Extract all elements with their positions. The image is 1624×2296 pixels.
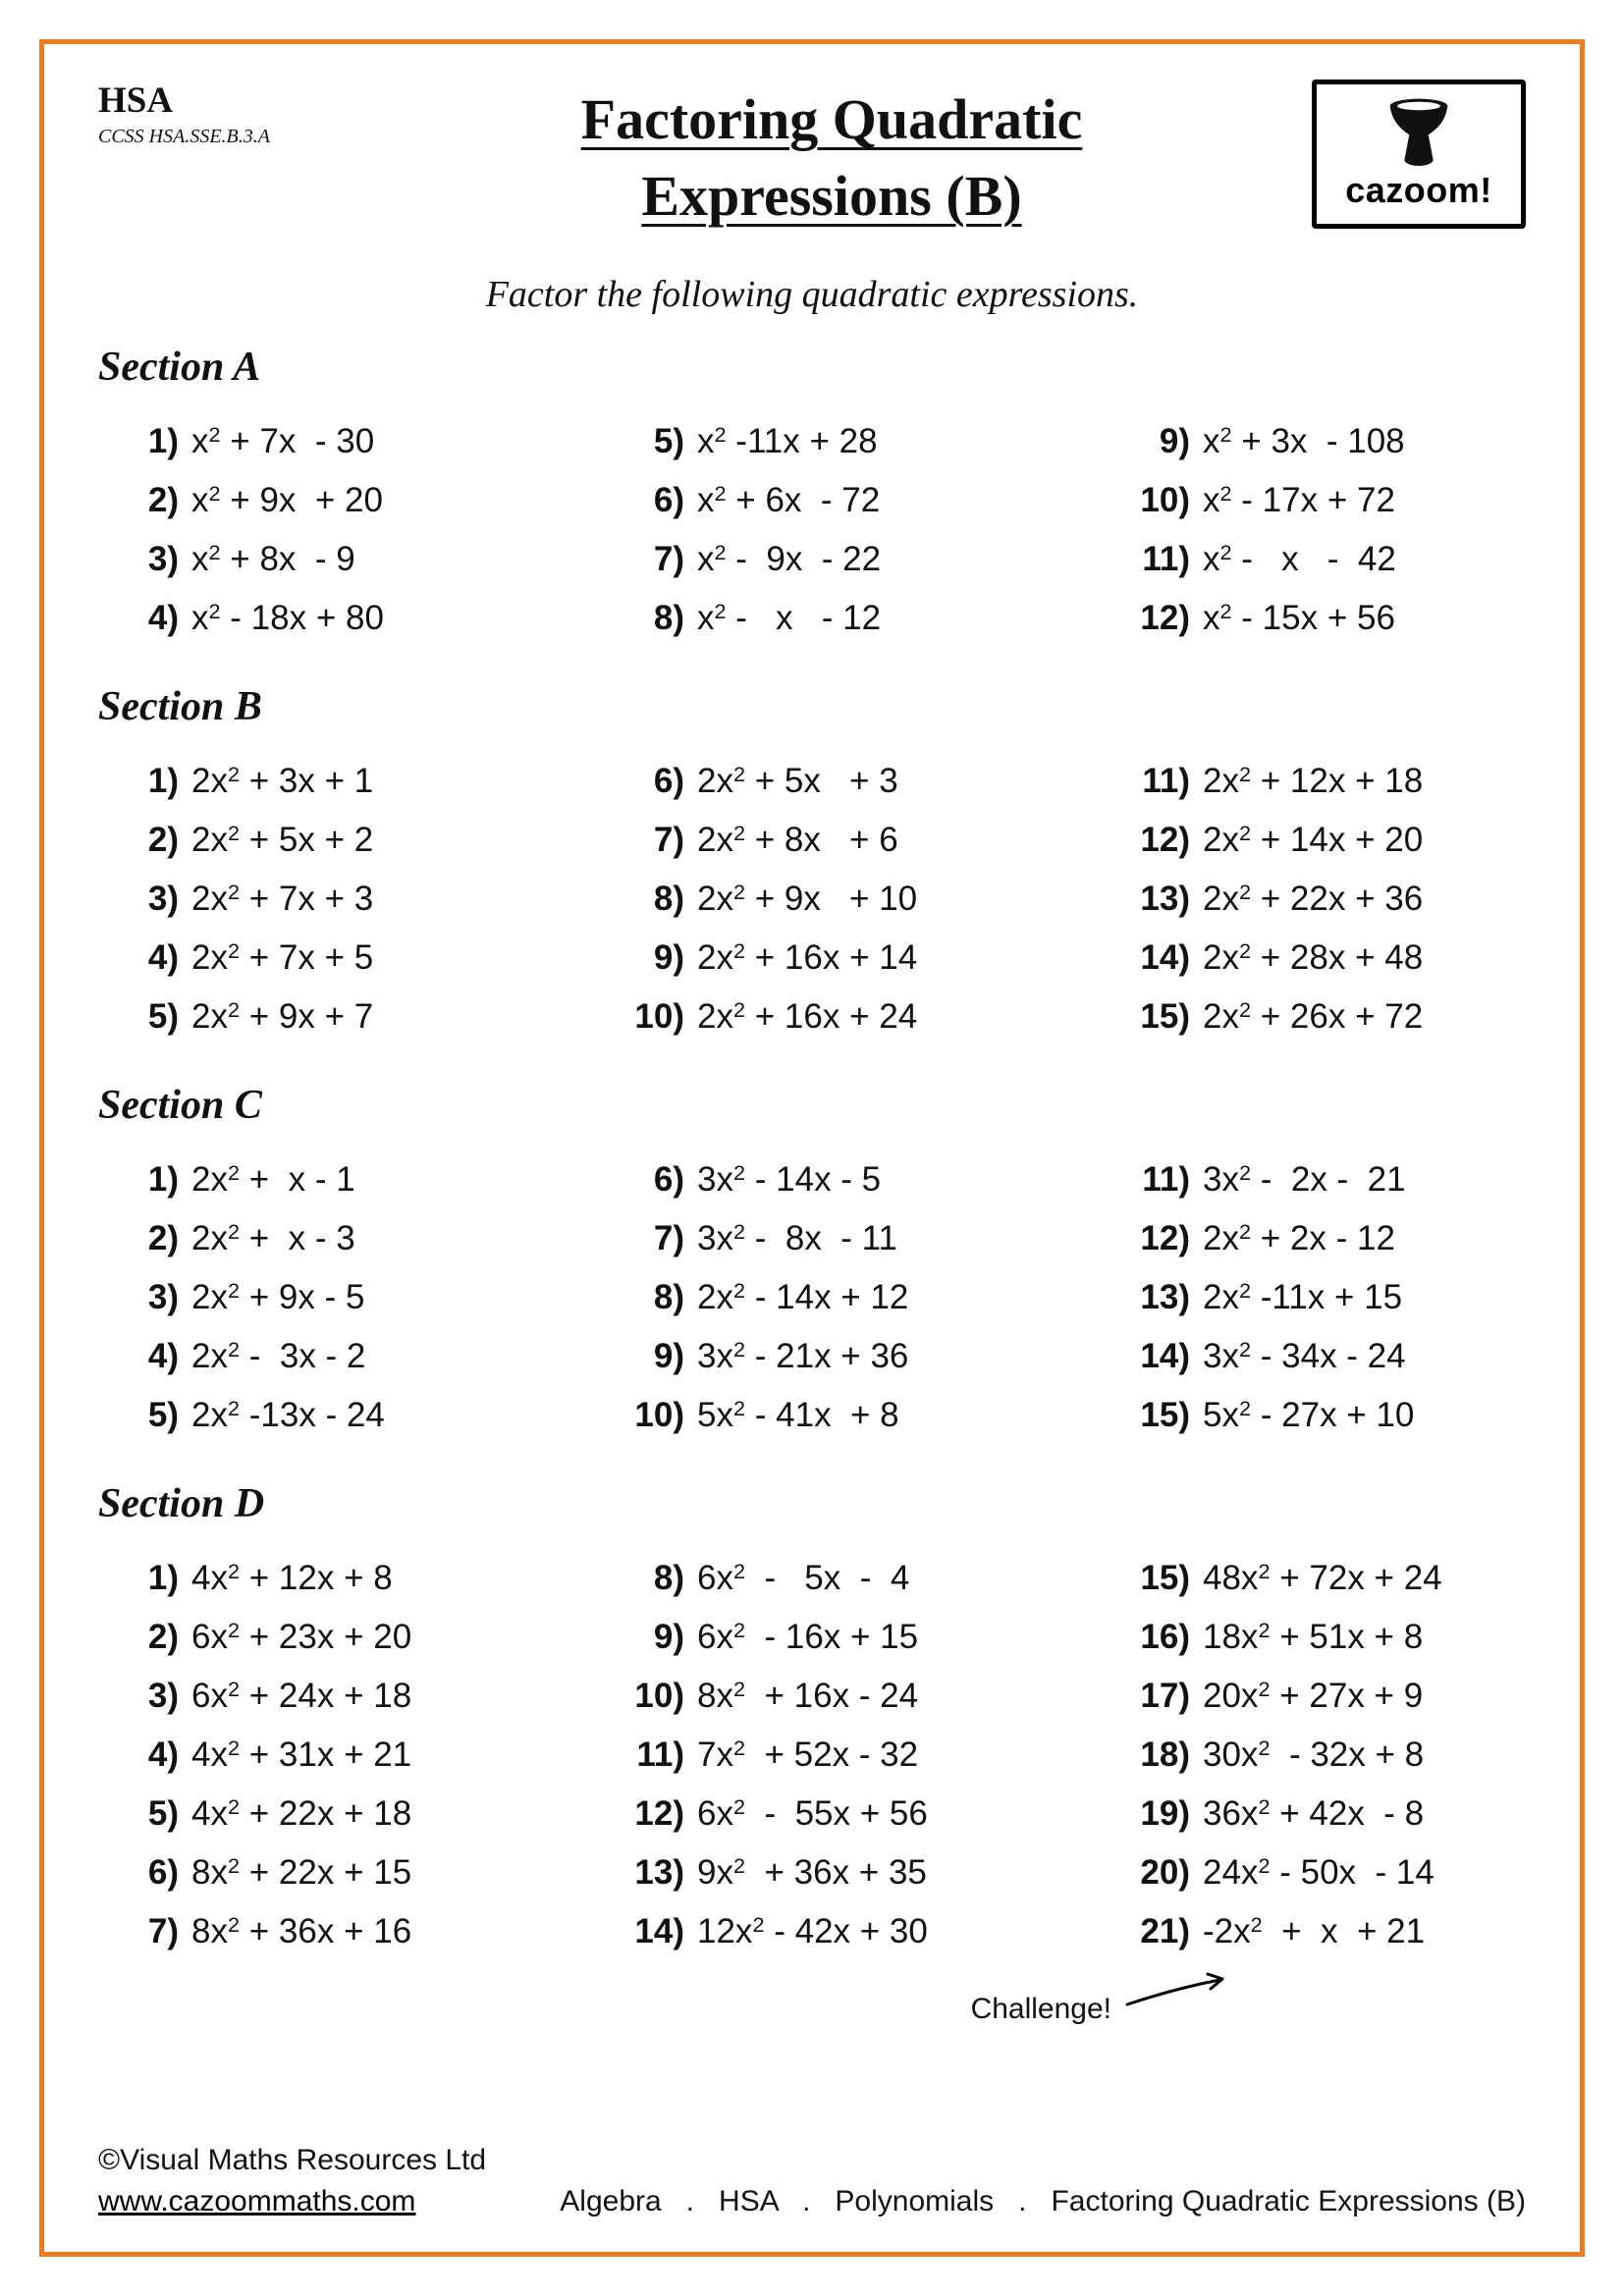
problem-expression: $2x^2 + 22x + 36$ xyxy=(1203,879,1424,918)
problem-number: 9) xyxy=(653,937,684,977)
problem-expression: $2x^2 + x - 3$ xyxy=(191,1218,355,1257)
problem-expression: $2x^2 + 12x + 18$ xyxy=(1203,761,1424,800)
problem-item xyxy=(110,1386,616,1445)
problem-item xyxy=(616,412,1121,471)
problem-number: 14) xyxy=(634,1911,684,1950)
problem-item xyxy=(616,1667,1121,1726)
problem-expression: $20x^2 + 27x + 9$ xyxy=(1203,1676,1424,1715)
problem-expression: $2x^2 + 8x + 6$ xyxy=(697,820,898,859)
problem-number: 3) xyxy=(147,879,179,918)
problem-number: 4) xyxy=(147,598,179,637)
problem-expression: $2x^2 + 9x + 7$ xyxy=(191,996,374,1036)
problem-column xyxy=(616,752,1121,1046)
problem-expression: $x^2 - 9x - 22$ xyxy=(697,539,882,578)
header xyxy=(98,80,1526,236)
problem-item xyxy=(110,1902,616,1961)
problem-number: 20) xyxy=(1140,1852,1190,1892)
problem-expression: $2x^2 + 16x + 24$ xyxy=(697,996,918,1036)
problem-column xyxy=(110,1549,616,1961)
problem-item xyxy=(616,811,1121,870)
problem-number: 1) xyxy=(147,1558,179,1597)
problem-expression: $4x^2 + 12x + 8$ xyxy=(191,1558,393,1597)
problem-item xyxy=(616,1902,1121,1961)
problem-number: 3) xyxy=(147,539,179,578)
ccss-reference: CCSS HSA.SSE.B.3.A xyxy=(98,126,270,147)
problem-item xyxy=(1121,530,1405,589)
problem-item xyxy=(110,1608,616,1667)
problem-expression: $x^2 - 18x + 80$ xyxy=(191,598,384,637)
problem-item xyxy=(110,1726,616,1785)
problem-item xyxy=(110,530,616,589)
problem-number: 6) xyxy=(653,1159,684,1199)
problem-item xyxy=(1121,1386,1414,1445)
problem-number: 5) xyxy=(653,421,684,460)
problem-number: 14) xyxy=(1140,937,1190,977)
logo-wordmark: cazoom! xyxy=(1345,170,1492,210)
problem-expression: $30x^2 - 32x + 8$ xyxy=(1203,1735,1425,1774)
breadcrumb: Algebra . HSA . Polynomials . Factoring Quadratic Expressions (B) xyxy=(560,2185,1526,2217)
problem-column xyxy=(1121,1549,1442,1961)
problem-item xyxy=(616,1549,1121,1608)
problem-expression: $2x^2 + 5x + 3$ xyxy=(697,761,898,800)
problem-expression: $4x^2 + 22x + 18$ xyxy=(191,1793,412,1833)
problem-item xyxy=(616,471,1121,530)
problem-item xyxy=(1121,929,1423,988)
problem-item xyxy=(616,752,1121,811)
problem-number: 8) xyxy=(653,1277,684,1316)
problem-expression: $x^2 + 8x - 9$ xyxy=(191,539,355,578)
section-columns xyxy=(98,752,1526,1046)
section-d xyxy=(98,1480,1526,1961)
problem-expression: $9x^2 + 36x + 35$ xyxy=(697,1852,927,1892)
problem-number: 9) xyxy=(1159,421,1190,460)
problem-number: 10) xyxy=(1140,480,1190,519)
title-line-1: Factoring Quadratic xyxy=(580,87,1083,151)
problem-expression: $3x^2 - 34x - 24$ xyxy=(1203,1336,1406,1375)
problem-number: 11) xyxy=(1142,539,1190,578)
problem-item xyxy=(616,1608,1121,1667)
problem-item xyxy=(1121,589,1405,648)
drum-icon xyxy=(1380,97,1457,170)
problem-item xyxy=(1121,1902,1442,1961)
problem-item xyxy=(616,870,1121,929)
problem-expression: $8x^2 + 16x - 24$ xyxy=(697,1676,919,1715)
problem-number: 8) xyxy=(653,1558,684,1597)
problem-item xyxy=(110,1150,616,1209)
problem-item xyxy=(1121,752,1423,811)
problem-expression: $x^2 + 3x - 108$ xyxy=(1203,421,1405,460)
problem-number: 7) xyxy=(653,820,684,859)
problem-expression: $x^2$ -11x + 28 xyxy=(697,421,878,460)
problem-number: 11) xyxy=(1142,1159,1190,1199)
problem-number: 21) xyxy=(1140,1911,1190,1950)
problem-expression: $2x^2 + 26x + 72$ xyxy=(1203,996,1424,1036)
problem-item xyxy=(616,929,1121,988)
problem-number: 7) xyxy=(653,539,684,578)
problem-number: 16) xyxy=(1140,1617,1190,1656)
problem-item xyxy=(110,1667,616,1726)
problem-item xyxy=(110,589,616,648)
problem-number: 8) xyxy=(653,598,684,637)
problem-number: 7) xyxy=(653,1218,684,1257)
problem-item xyxy=(616,1843,1121,1902)
problem-expression: $2x^2 + 7x + 3$ xyxy=(191,879,374,918)
problem-expression: $2x^2 + 28x + 48$ xyxy=(1203,937,1424,977)
problem-number: 6) xyxy=(653,761,684,800)
problem-item xyxy=(616,530,1121,589)
problem-column xyxy=(110,412,616,648)
problem-expression: $2x^2 + 2x - 12$ xyxy=(1203,1218,1395,1257)
problem-number: 6) xyxy=(653,480,684,519)
problem-expression: $2x^2 + 16x + 14$ xyxy=(697,937,918,977)
problem-column xyxy=(110,752,616,1046)
problem-expression: $2x^2 + 14x + 20$ xyxy=(1203,820,1424,859)
problem-item xyxy=(1121,1268,1414,1327)
problem-item xyxy=(1121,811,1423,870)
problem-item xyxy=(1121,1667,1442,1726)
problem-number: 3) xyxy=(147,1676,179,1715)
problem-column xyxy=(1121,752,1423,1046)
challenge-label: Challenge! xyxy=(970,1992,1111,2025)
problem-expression: $3x^2 - 2x - 21$ xyxy=(1203,1159,1406,1199)
problem-expression: $6x^2 - 5x - 4$ xyxy=(697,1558,910,1597)
problem-number: 15) xyxy=(1140,1395,1190,1434)
problem-number: 2) xyxy=(147,1218,179,1257)
problem-number: 15) xyxy=(1140,1558,1190,1597)
problem-expression: $2x^2 + 5x + 2$ xyxy=(191,820,374,859)
problem-item xyxy=(110,870,616,929)
problem-number: 13) xyxy=(1140,1277,1190,1316)
problem-number: 2) xyxy=(147,1617,179,1656)
problem-expression: $8x^2 + 36x + 16$ xyxy=(191,1911,412,1950)
problem-expression: $2x^2 + x - 1$ xyxy=(191,1159,355,1199)
problem-number: 4) xyxy=(147,1735,179,1774)
problem-expression: $3x^2 - 21x + 36$ xyxy=(697,1336,909,1375)
problem-number: 5) xyxy=(147,1395,179,1434)
section-columns xyxy=(98,1549,1526,1961)
problem-item xyxy=(616,1386,1121,1445)
problem-item xyxy=(110,988,616,1046)
problem-expression: $48x^2 + 72x + 24$ xyxy=(1203,1558,1442,1597)
footer-left xyxy=(98,2144,486,2218)
section-columns xyxy=(98,412,1526,648)
challenge-callout xyxy=(98,1969,1231,2026)
problem-item xyxy=(1121,1608,1442,1667)
problem-item xyxy=(1121,1209,1414,1268)
copyright-text: ©Visual Maths Resources Ltd xyxy=(98,2144,487,2176)
problem-number: 9) xyxy=(653,1336,684,1375)
problem-expression: $-2x^2 + x + 21$ xyxy=(1203,1911,1426,1950)
problem-number: 12) xyxy=(634,1793,684,1833)
problem-number: 8) xyxy=(653,879,684,918)
standard-block xyxy=(98,80,363,148)
problem-item xyxy=(616,1785,1121,1843)
problem-expression: $36x^2 + 42x - 8$ xyxy=(1203,1793,1425,1833)
section-b xyxy=(98,683,1526,1046)
section-title: Section B xyxy=(98,683,262,729)
section-title: Section A xyxy=(98,344,261,390)
problem-number: 1) xyxy=(147,421,179,460)
problem-expression: $4x^2 + 31x + 21$ xyxy=(191,1735,412,1774)
problem-item xyxy=(1121,1549,1442,1608)
sections-container xyxy=(98,316,1526,1961)
problem-number: 19) xyxy=(1140,1793,1190,1833)
problem-number: 11) xyxy=(636,1735,684,1774)
problem-number: 17) xyxy=(1140,1676,1190,1715)
problem-expression: $6x^2 - 16x + 15$ xyxy=(697,1617,919,1656)
problem-expression: $2x^2$ -11x + 15 xyxy=(1203,1277,1403,1316)
problem-item xyxy=(110,929,616,988)
problem-item xyxy=(616,1209,1121,1268)
arrow-icon xyxy=(1123,1969,1231,2010)
problem-item xyxy=(110,1268,616,1327)
problem-number: 5) xyxy=(147,996,179,1036)
problem-item xyxy=(1121,471,1405,530)
problem-number: 2) xyxy=(147,480,179,519)
problem-expression: $x^2$ - x - 12 xyxy=(697,598,882,637)
problem-expression: $5x^2 - 41x + 8$ xyxy=(697,1395,899,1434)
problem-item xyxy=(1121,1785,1442,1843)
problem-number: 1) xyxy=(147,1159,179,1199)
problem-column xyxy=(1121,1150,1414,1445)
problem-column xyxy=(616,1549,1121,1961)
problem-expression: $x^2$ - x - 42 xyxy=(1203,539,1396,578)
problem-item xyxy=(616,1726,1121,1785)
problem-expression: $2x^2 + 7x + 5$ xyxy=(191,937,374,977)
problem-column xyxy=(110,1150,616,1445)
problem-item xyxy=(616,1327,1121,1386)
problem-item xyxy=(1121,988,1423,1046)
problem-number: 3) xyxy=(147,1277,179,1316)
problem-item xyxy=(110,1549,616,1608)
cazoom-logo xyxy=(1312,80,1526,229)
section-c xyxy=(98,1082,1526,1445)
problem-number: 12) xyxy=(1140,1218,1190,1257)
section-title: Section C xyxy=(98,1082,262,1128)
problem-item xyxy=(1121,1150,1414,1209)
title-line-2: Expressions (B) xyxy=(641,164,1022,229)
problem-number: 13) xyxy=(634,1852,684,1892)
footer xyxy=(98,2144,1526,2222)
problem-number: 9) xyxy=(653,1617,684,1656)
section-columns xyxy=(98,1150,1526,1445)
problem-expression: $3x^2 - 8x - 11$ xyxy=(697,1218,897,1257)
problem-number: 10) xyxy=(634,1676,684,1715)
problem-expression: $12x^2 - 42x + 30$ xyxy=(697,1911,928,1950)
problem-number: 12) xyxy=(1140,598,1190,637)
problem-number: 14) xyxy=(1140,1336,1190,1375)
problem-item xyxy=(616,1150,1121,1209)
problem-expression: $x^2 - 15x + 56$ xyxy=(1203,598,1395,637)
problem-expression: $6x^2 + 24x + 18$ xyxy=(191,1676,412,1715)
problem-item xyxy=(110,471,616,530)
problem-expression: $6x^2 + 23x + 20$ xyxy=(191,1617,412,1656)
problem-number: 18) xyxy=(1140,1735,1190,1774)
problem-expression: $24x^2 - 50x - 14$ xyxy=(1203,1852,1435,1892)
problem-item xyxy=(110,412,616,471)
problem-number: 1) xyxy=(147,761,179,800)
problem-number: 4) xyxy=(147,937,179,977)
problem-item xyxy=(110,1209,616,1268)
problem-column xyxy=(616,412,1121,648)
problem-expression: $2x^2 - 14x + 12$ xyxy=(697,1277,909,1316)
problem-expression: $7x^2 + 52x - 32$ xyxy=(697,1735,919,1774)
problem-number: 13) xyxy=(1140,879,1190,918)
problem-expression: $2x^2$ -13x - 24 xyxy=(191,1395,385,1434)
problem-expression: $5x^2 - 27x + 10$ xyxy=(1203,1395,1415,1434)
problem-number: 11) xyxy=(1142,761,1190,800)
problem-expression: $x^2 + 6x - 72$ xyxy=(697,480,881,519)
section-a xyxy=(98,344,1526,648)
problem-item xyxy=(1121,1327,1414,1386)
problem-item xyxy=(616,1268,1121,1327)
problem-item xyxy=(616,589,1121,648)
problem-column xyxy=(1121,412,1405,648)
problem-number: 15) xyxy=(1140,996,1190,1036)
problem-number: 2) xyxy=(147,820,179,859)
problem-expression: $x^2 + 7x - 30$ xyxy=(191,421,375,460)
problem-expression: $2x^2 + 3x + 1$ xyxy=(191,761,374,800)
problem-item xyxy=(616,988,1121,1046)
website-link[interactable]: www.cazoommaths.com xyxy=(98,2185,416,2217)
problem-item xyxy=(110,1327,616,1386)
problem-expression: $3x^2 - 14x - 5$ xyxy=(697,1159,882,1199)
problem-item xyxy=(1121,412,1405,471)
problem-number: 5) xyxy=(147,1793,179,1833)
problem-number: 12) xyxy=(1140,820,1190,859)
standard-code: HSA xyxy=(98,80,174,121)
problem-item xyxy=(1121,1843,1442,1902)
problem-number: 7) xyxy=(147,1911,179,1950)
problem-number: 10) xyxy=(634,996,684,1036)
problem-item xyxy=(1121,870,1423,929)
page-frame xyxy=(39,39,1585,2257)
problem-item xyxy=(110,1785,616,1843)
problem-expression: $x^2 + 9x + 20$ xyxy=(191,480,383,519)
problem-expression: $2x^2 + 9x - 5$ xyxy=(191,1277,365,1316)
worksheet-title xyxy=(363,81,1300,236)
problem-item xyxy=(1121,1726,1442,1785)
problem-expression: $2x^2 + 9x + 10$ xyxy=(697,879,918,918)
problem-number: 10) xyxy=(634,1395,684,1434)
problem-expression: $18x^2 + 51x + 8$ xyxy=(1203,1617,1424,1656)
problem-number: 6) xyxy=(147,1852,179,1892)
problem-expression: $2x^2 - 3x - 2$ xyxy=(191,1336,366,1375)
section-title: Section D xyxy=(98,1480,265,1526)
problem-column xyxy=(616,1150,1121,1445)
problem-number: 4) xyxy=(147,1336,179,1375)
problem-expression: $8x^2 + 22x + 15$ xyxy=(191,1852,412,1892)
problem-item xyxy=(110,1843,616,1902)
problem-expression: $6x^2 - 55x + 56$ xyxy=(697,1793,928,1833)
problem-item xyxy=(110,752,616,811)
problem-item xyxy=(110,811,616,870)
problem-expression: $x^2 - 17x + 72$ xyxy=(1203,480,1395,519)
instruction-text: Factor the following quadratic expressions. xyxy=(485,273,1139,315)
